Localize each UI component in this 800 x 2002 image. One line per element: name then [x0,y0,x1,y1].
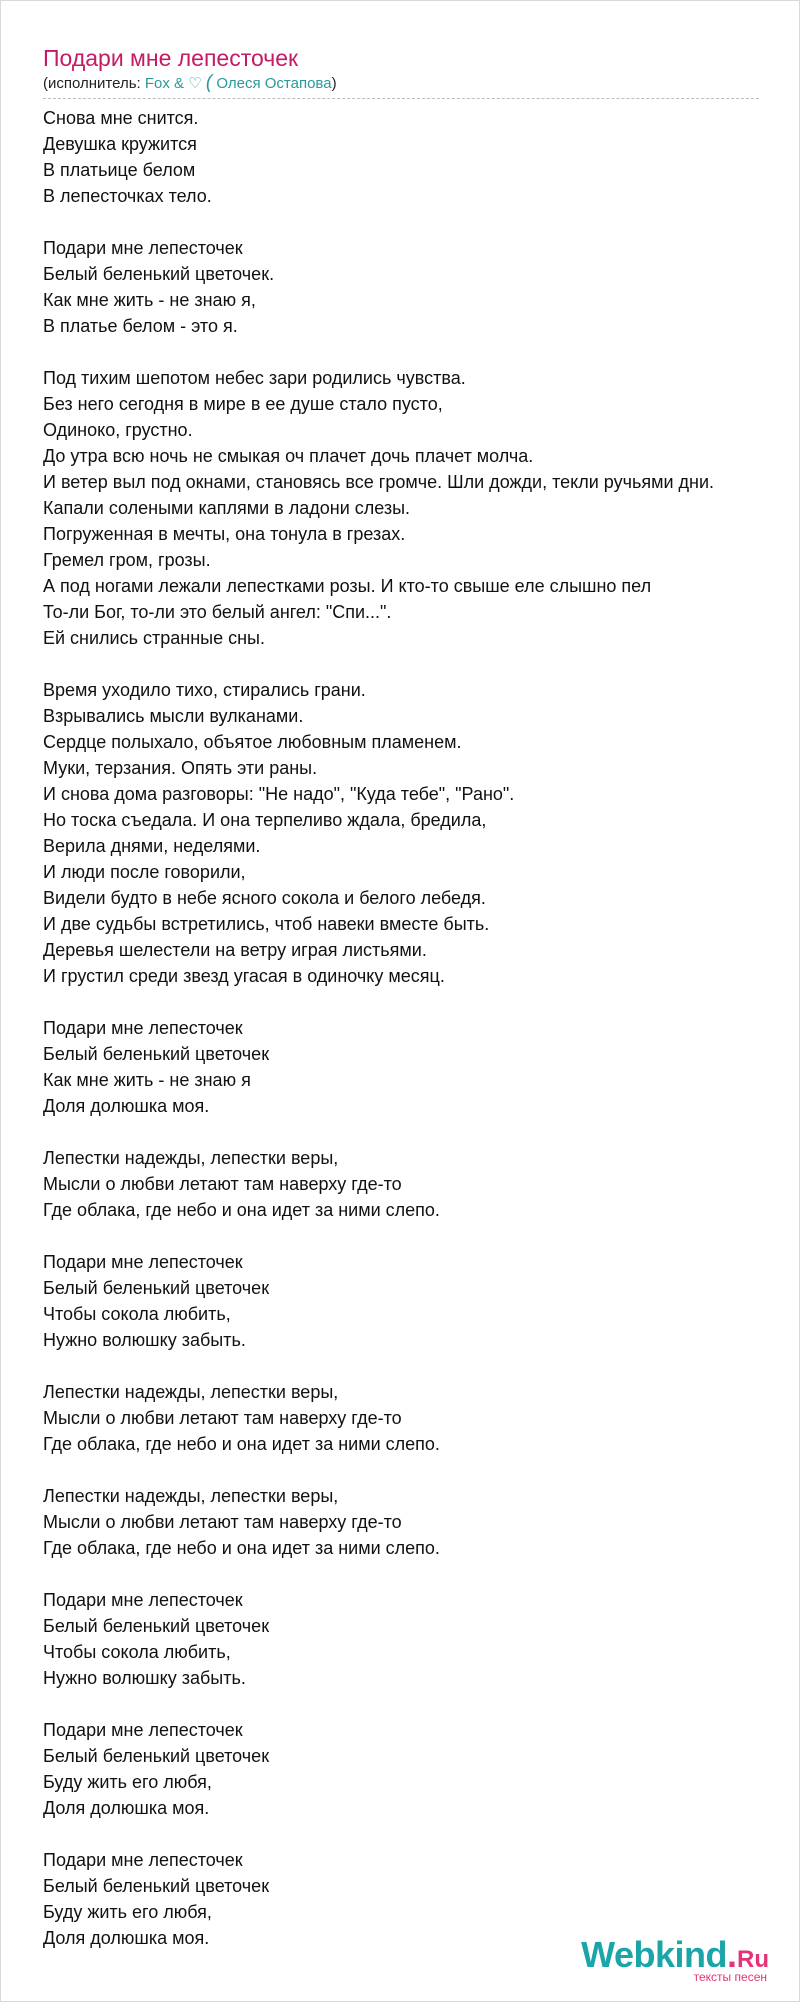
lyric-line: И люди после говорили, [43,862,246,882]
stanza [43,1249,800,1353]
lyric-line: Лепестки надежды, лепестки веры, [43,1382,339,1402]
lyric-line: Девушка кружится [43,134,197,154]
performer-suffix: ) [331,75,337,92]
performer-line [43,73,759,99]
lyric-line: Чтобы сокола любить, [43,1304,231,1324]
lyric-line: Белый беленький цветочек. [43,264,275,284]
lyric-line: Как мне жить - не знаю я, [43,290,256,310]
lyric-line: Нужно волюшку забыть. [43,1330,246,1350]
lyric-line: Муки, терзания. Опять эти раны. [43,758,318,778]
site-logo[interactable] [581,1934,769,1984]
stanza [43,677,800,989]
lyric-line: Нужно волюшку забыть. [43,1668,246,1688]
lyric-line: Но тоска съедала. И она терпеливо ждала, бредила, [43,810,487,830]
lyric-line: Буду жить его любя, [43,1772,212,1792]
lyric-line: Одиноко, грустно. [43,420,193,440]
lyric-line: Видели будто в небе ясного сокола и белого лебедя. [43,888,486,908]
lyric-line: До утра всю ночь не смыкая оч плачет дочь плачет молча. [43,446,534,466]
artist-link-olesya[interactable]: Олеся Остапова [216,75,332,92]
stanza [43,1145,800,1223]
lyric-line: Гремел гром, грозы. [43,550,211,570]
lyric-line: Чтобы сокола любить, [43,1642,231,1662]
lyric-line: Подари мне лепесточек [43,1018,243,1038]
artist-link-fox[interactable]: Fox & [144,75,189,92]
lyric-line: Подари мне лепесточек [43,1590,243,1610]
song-header [43,43,759,99]
lyric-line: И две судьбы встретились, чтоб навеки вместе быть. [43,914,490,934]
lyric-line: Сердце полыхало, объятое любовным пламенем. [43,732,462,752]
heart-icon: ♡ [188,75,202,92]
stanza [43,105,800,209]
logo-dot: . [726,1934,737,1975]
lyric-line: Доля долюшка моя. [43,1798,210,1818]
lyric-line: Как мне жить - не знаю я [43,1070,251,1090]
lyric-line: Деревья шелестели на ветру играя листьями. [43,940,427,960]
lyric-line: Подари мне лепесточек [43,238,243,258]
lyric-line: Белый беленький цветочек [43,1616,270,1636]
lyric-line: В лепесточках тело. [43,186,212,206]
lyric-line: Доля долюшка моя. [43,1096,210,1116]
lyric-line: Белый беленький цветочек [43,1278,270,1298]
lyric-line: В платье белом - это я. [43,316,238,336]
lyric-line: Подари мне лепесточек [43,1850,243,1870]
lyric-line: Подари мне лепесточек [43,1252,243,1272]
stanza [43,1483,800,1561]
lyric-line: Время уходило тихо, стирались грани. [43,680,366,700]
lyric-line: Погруженная в мечты, она тонула в грезах. [43,524,406,544]
lyric-line: Подари мне лепесточек [43,1720,243,1740]
stanza [43,1587,800,1691]
lyric-line: Белый беленький цветочек [43,1876,270,1896]
lyric-line: В платьице белом [43,160,196,180]
lyrics [43,105,800,1977]
lyric-line: Где облака, где небо и она идет за ними слепо. [43,1434,440,1454]
lyric-line: Мысли о любви летают там наверху где-то [43,1174,402,1194]
lyric-line: Белый беленький цветочек [43,1044,270,1064]
lyric-line: Под тихим шепотом небес зари родились чувства. [43,368,466,388]
stanza [43,1015,800,1119]
lyric-line: Где облака, где небо и она идет за ними слепо. [43,1538,440,1558]
lyric-line: Взрывались мысли вулканами. [43,706,304,726]
lyric-line: Капали солеными каплями в ладони слезы. [43,498,411,518]
lyric-line: Лепестки надежды, лепестки веры, [43,1148,339,1168]
stanza [43,1379,800,1457]
lyric-line: Белый беленький цветочек [43,1746,270,1766]
logo-tld: Ru [737,1946,769,1973]
lyric-line: То-ли Бог, то-ли это белый ангел: "Спи...". [43,602,392,622]
lyric-line: Мысли о любви летают там наверху где-то [43,1408,402,1428]
lyric-line: Доля долюшка моя. [43,1928,210,1948]
lyric-line: Мысли о любви летают там наверху где-то [43,1512,402,1532]
lyric-line: И ветер выл под окнами, становясь все громче. Шли дожди, текли ручьями дни. [43,472,715,492]
stanza [43,235,800,339]
swash-paren: ( [205,72,213,93]
performer-prefix: (исполнитель: [43,75,145,92]
lyric-line: А под ногами лежали лепестками розы. И кто-то свыше еле слышно пел [43,576,652,596]
lyric-line: Буду жить его любя, [43,1902,212,1922]
lyric-line: И грустил среди звезд угасая в одиночку месяц. [43,966,445,986]
logo-name: Webkind [581,1934,727,1975]
lyric-line: Лепестки надежды, лепестки веры, [43,1486,339,1506]
logo-tagline: тексты песен [693,1970,767,1984]
lyric-line: Где облака, где небо и она идет за ними слепо. [43,1200,440,1220]
lyric-line: Верила днями, неделями. [43,836,261,856]
song-title: Подари мне лепесточек [43,45,299,71]
lyric-line: Снова мне снится. [43,108,199,128]
lyric-line: Ей снились странные сны. [43,628,265,648]
lyric-line: И снова дома разговоры: "Не надо", "Куда тебе", "Рано". [43,784,515,804]
stanza [43,1717,800,1821]
lyric-line: Без него сегодня в мире в ее душе стало пусто, [43,394,443,414]
stanza [43,365,800,651]
